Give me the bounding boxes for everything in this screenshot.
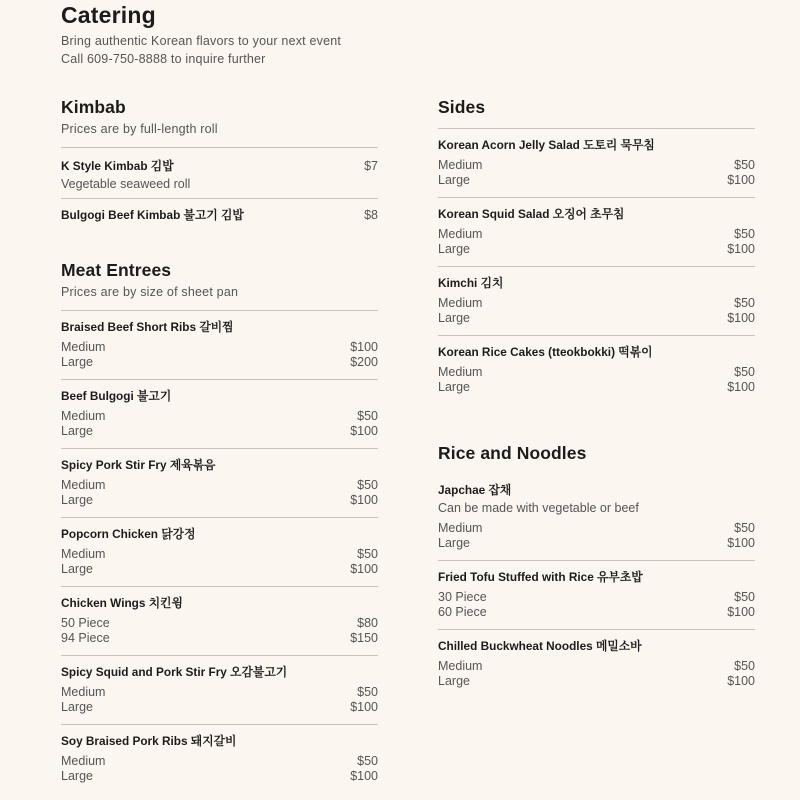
size-option: [61, 631, 378, 646]
size-option: [438, 659, 755, 674]
option-price: $100: [350, 562, 378, 576]
item-name: Braised Beef Short Ribs 갈비찜: [61, 320, 234, 334]
option-label: Large: [438, 536, 470, 550]
rice-noodles-section: [438, 442, 755, 698]
option-price: $100: [350, 769, 378, 783]
option-label: Large: [61, 700, 93, 714]
size-option: [61, 547, 378, 562]
option-label: Medium: [438, 365, 483, 379]
item-description: Vegetable seaweed roll: [61, 177, 191, 191]
option-price: $100: [350, 493, 378, 507]
item-name: K Style Kimbab 김밥: [61, 159, 174, 173]
item-name: Spicy Squid and Pork Stir Fry 오감불고기: [61, 665, 288, 679]
option-label: Large: [438, 311, 470, 325]
item-name: Kimchi 김치: [438, 276, 504, 290]
item-name: Chicken Wings 치킨윙: [61, 596, 183, 610]
option-label: Medium: [61, 547, 106, 561]
size-option: [438, 242, 755, 257]
size-option: [61, 355, 378, 370]
option-price: $100: [727, 380, 755, 394]
size-option: [438, 590, 755, 605]
item-description: Can be made with vegetable or beef: [438, 501, 639, 515]
option-price: $50: [734, 296, 755, 310]
item-name: Bulgogi Beef Kimbab 불고기 김밥: [61, 208, 244, 222]
size-option: [438, 296, 755, 311]
option-price: $50: [734, 365, 755, 379]
size-option: [438, 536, 755, 551]
size-option: [61, 409, 378, 424]
option-label: Large: [61, 769, 93, 783]
option-price: $50: [357, 409, 378, 423]
size-option: [61, 478, 378, 493]
menu-item: [61, 517, 378, 586]
section-note: Prices are by size of sheet pan: [61, 285, 239, 299]
option-price: $100: [350, 424, 378, 438]
option-label: Large: [61, 493, 93, 507]
option-label: Large: [438, 674, 470, 688]
size-option: [61, 493, 378, 508]
option-label: Large: [61, 355, 93, 369]
menu-item: [61, 448, 378, 517]
size-option: [61, 616, 378, 631]
option-label: Medium: [438, 296, 483, 310]
size-option: [61, 340, 378, 355]
option-label: Large: [438, 380, 470, 394]
section-title: Kimbab: [61, 97, 126, 117]
item-name: Beef Bulgogi 불고기: [61, 389, 172, 403]
option-label: Large: [438, 242, 470, 256]
size-option: [438, 521, 755, 536]
header-tagline: Bring authentic Korean flavors to your next event: [61, 34, 342, 48]
option-price: $100: [350, 700, 378, 714]
sides-section: [438, 96, 755, 404]
option-price: $50: [734, 659, 755, 673]
header-contact: Call 609-750-8888 to inquire further: [61, 52, 266, 66]
item-price: $7: [364, 159, 378, 173]
option-label: Large: [61, 562, 93, 576]
option-label: Medium: [438, 521, 483, 535]
size-option: [438, 674, 755, 689]
item-name: Korean Acorn Jelly Salad 도토리 묵무침: [438, 138, 655, 152]
option-price: $50: [734, 227, 755, 241]
menu-item: [438, 560, 755, 629]
menu-item: [438, 474, 755, 560]
kimbab-section: [61, 96, 378, 223]
size-option: [438, 380, 755, 395]
size-option: [61, 754, 378, 769]
menu-item: [61, 310, 378, 379]
option-label: Large: [61, 424, 93, 438]
option-price: $50: [357, 547, 378, 561]
option-price: $50: [357, 685, 378, 699]
size-option: [61, 700, 378, 715]
item-name: Korean Squid Salad 오징어 초무침: [438, 207, 625, 221]
size-option: [61, 685, 378, 700]
option-price: $50: [357, 478, 378, 492]
option-price: $100: [727, 605, 755, 619]
meat-entrees-section: [61, 259, 378, 793]
option-label: Medium: [438, 659, 483, 673]
option-price: $100: [727, 536, 755, 550]
option-price: $80: [357, 616, 378, 630]
menu-item: [61, 198, 378, 223]
item-name: Japchae 잡채: [438, 483, 512, 497]
section-title: Meat Entrees: [61, 260, 172, 280]
menu-item: [61, 586, 378, 655]
option-price: $50: [734, 158, 755, 172]
menu-item: [438, 629, 755, 698]
option-label: 60 Piece: [438, 605, 487, 619]
menu-item: [61, 724, 378, 793]
option-price: $200: [350, 355, 378, 369]
size-option: [438, 158, 755, 173]
option-price: $50: [357, 754, 378, 768]
item-name: Popcorn Chicken 닭강정: [61, 527, 196, 541]
menu-item: [438, 266, 755, 335]
option-label: 50 Piece: [61, 616, 110, 630]
option-price: $50: [734, 521, 755, 535]
menu-item: [61, 655, 378, 724]
size-option: [438, 605, 755, 620]
size-option: [61, 769, 378, 784]
size-option: [438, 311, 755, 326]
option-label: Medium: [61, 478, 106, 492]
option-price: $100: [727, 311, 755, 325]
item-name: Spicy Pork Stir Fry 제육볶음: [61, 458, 216, 472]
item-price: $8: [364, 208, 378, 222]
left-column: [61, 96, 378, 793]
size-option: [438, 173, 755, 188]
option-price: $100: [727, 674, 755, 688]
item-name: Korean Rice Cakes (tteokbokki) 떡볶이: [438, 345, 653, 359]
option-label: Medium: [61, 754, 106, 768]
option-price: $50: [734, 590, 755, 604]
catering-header: [61, 2, 461, 68]
menu-item: [438, 128, 755, 197]
page-title: Catering: [61, 2, 156, 28]
right-column: [438, 96, 755, 698]
menu-item: [438, 335, 755, 404]
option-label: 30 Piece: [438, 590, 487, 604]
menu-item: [61, 147, 378, 198]
item-name: Fried Tofu Stuffed with Rice 유부초밥: [438, 570, 643, 584]
option-price: $100: [350, 340, 378, 354]
section-title: Sides: [438, 97, 486, 117]
option-label: 94 Piece: [61, 631, 110, 645]
section-note: Prices are by full-length roll: [61, 122, 218, 136]
option-label: Large: [438, 173, 470, 187]
option-price: $100: [727, 173, 755, 187]
item-name: Chilled Buckwheat Noodles 메밀소바: [438, 639, 642, 653]
section-title: Rice and Noodles: [438, 443, 587, 463]
option-price: $100: [727, 242, 755, 256]
option-label: Medium: [438, 227, 483, 241]
option-label: Medium: [438, 158, 483, 172]
option-label: Medium: [61, 409, 106, 423]
option-price: $150: [350, 631, 378, 645]
item-name: Soy Braised Pork Ribs 돼지갈비: [61, 734, 237, 748]
size-option: [61, 562, 378, 577]
menu-item: [61, 379, 378, 448]
menu-item: [438, 197, 755, 266]
size-option: [438, 227, 755, 242]
size-option: [438, 365, 755, 380]
option-label: Medium: [61, 340, 106, 354]
size-option: [61, 424, 378, 439]
option-label: Medium: [61, 685, 106, 699]
